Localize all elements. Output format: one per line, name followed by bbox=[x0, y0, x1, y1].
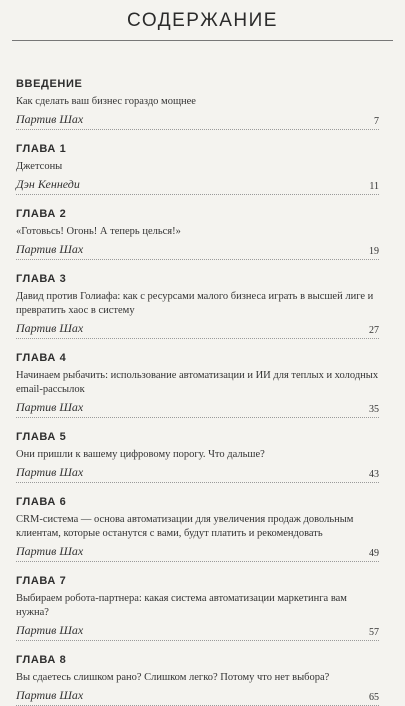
author-line bbox=[16, 545, 379, 562]
entry-title: Начинаем рыбачить: использование автоматизации и ИИ для теплых и холодных email-рассылок bbox=[16, 370, 379, 395]
author-line bbox=[16, 113, 379, 130]
author-line bbox=[16, 401, 379, 418]
author: Дэн Кеннеди bbox=[16, 177, 80, 191]
chapter-label: ГЛАВА 4 bbox=[16, 352, 67, 364]
chapter-label: ГЛАВА 2 bbox=[16, 208, 67, 220]
title-underline bbox=[12, 40, 393, 41]
chapter-label: ГЛАВА 3 bbox=[16, 273, 67, 285]
toc-section-chapter-8 bbox=[16, 654, 379, 706]
chapter-label: ГЛАВА 5 bbox=[16, 431, 67, 443]
author-line bbox=[16, 322, 379, 339]
author-line bbox=[16, 178, 379, 195]
author-line bbox=[16, 624, 379, 641]
author-line bbox=[16, 466, 379, 483]
entry-title: Джетсоны bbox=[16, 161, 63, 172]
toc-section-chapter-7 bbox=[16, 575, 379, 641]
chapter-label: ВВЕДЕНИЕ bbox=[16, 78, 83, 90]
toc-section-chapter-6 bbox=[16, 496, 379, 562]
toc-section-chapter-1 bbox=[16, 143, 379, 195]
author: Партив Шах bbox=[16, 400, 84, 414]
chapter-label: ГЛАВА 1 bbox=[16, 143, 67, 155]
page-number: 35 bbox=[369, 404, 379, 415]
entry-title: Вы сдаетесь слишком рано? Слишком легко? Потому что нет выбора? bbox=[16, 672, 330, 683]
author: Партив Шах bbox=[16, 321, 84, 335]
toc-section-chapter-3 bbox=[16, 273, 379, 339]
chapter-label: ГЛАВА 6 bbox=[16, 496, 67, 508]
author-line bbox=[16, 243, 379, 260]
entry-title: «Готовьсь! Огонь! А теперь целься!» bbox=[16, 226, 181, 237]
page-number: 49 bbox=[369, 548, 379, 559]
entry-title: Они пришли к вашему цифровому порогу. Что дальше? bbox=[16, 449, 265, 460]
page-number: 11 bbox=[369, 181, 379, 192]
page-number: 65 bbox=[369, 692, 379, 703]
page-number: 43 bbox=[369, 469, 379, 480]
entry-title: Выбираем робота-партнера: какая система автоматизации маркетинга вам нужна? bbox=[16, 593, 347, 618]
author: Партив Шах bbox=[16, 688, 84, 702]
page-title: СОДЕРЖАНИЕ bbox=[127, 10, 278, 31]
toc-section-chapter-5 bbox=[16, 431, 379, 483]
toc-section-chapter-4 bbox=[16, 352, 379, 418]
author: Партив Шах bbox=[16, 623, 84, 637]
entry-title: Как сделать ваш бизнес гораздо мощнее bbox=[16, 96, 196, 107]
table-of-contents bbox=[16, 78, 379, 706]
toc-section-intro bbox=[16, 78, 379, 130]
author: Партив Шах bbox=[16, 112, 84, 126]
page-number: 19 bbox=[369, 246, 379, 257]
entry-title: Давид против Голиафа: как с ресурсами малого бизнеса играть в высшей лиге и превратить хаос в систему bbox=[16, 291, 374, 316]
entry-title: CRM-система — основа автоматизации для увеличения продаж довольным клиентам, которые останутся с вами, будут платить и рекомендовать bbox=[16, 514, 354, 539]
author: Партив Шах bbox=[16, 465, 84, 479]
toc-section-chapter-2 bbox=[16, 208, 379, 260]
chapter-label: ГЛАВА 8 bbox=[16, 654, 67, 666]
title-block bbox=[0, 10, 405, 32]
author: Партив Шах bbox=[16, 242, 84, 256]
author: Партив Шах bbox=[16, 544, 84, 558]
page-number: 27 bbox=[369, 325, 379, 336]
chapter-label: ГЛАВА 7 bbox=[16, 575, 67, 587]
page-number: 57 bbox=[369, 627, 379, 638]
page-number: 7 bbox=[374, 116, 379, 127]
author-line bbox=[16, 689, 379, 706]
